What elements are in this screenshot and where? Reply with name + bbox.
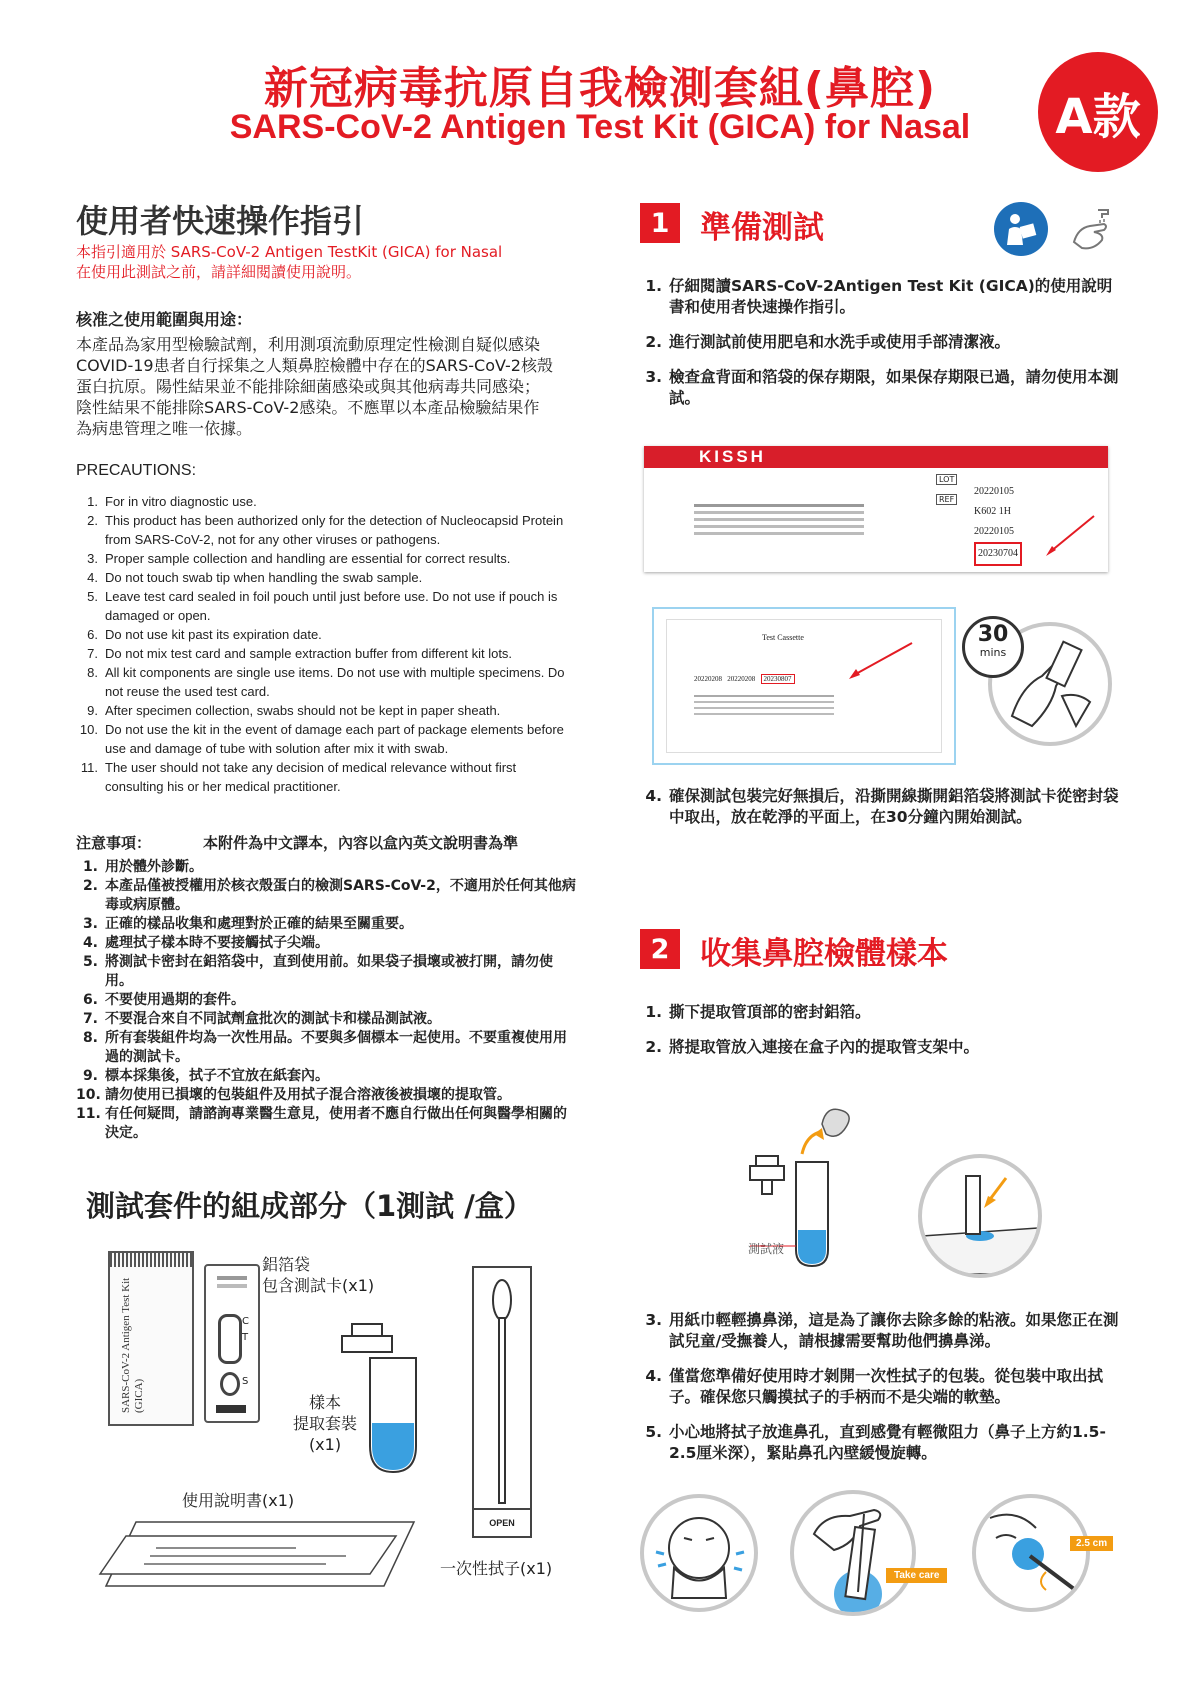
pouch-mfg: 20220208 [727,675,756,683]
kit-components-title: 測試套件的組成部分（1測試 /盒） [86,1189,533,1223]
list-item: 3. 正確的樣品收集和處理對於正確的結果至關重要。 [82,916,413,932]
list-item: 7. Do not mix test card and sample extraction buffer from different kit lots. [87,646,513,661]
scope-heading: 核准之使用範圍與用途： [76,310,253,329]
manual-label: 使用說明書(x1) [182,1491,295,1510]
insert-swab-illustration [972,1494,1090,1612]
list-item: 9. 標本採集後，拭子不宜放在紙套內。 [82,1068,329,1084]
take-care-tag: Take care [886,1568,947,1583]
pouch-lot: 20220208 [694,675,722,683]
list-item: 11. 有任何疑問，請諮詢專業醫生意見，使用者不應自行做出任何與醫學相關的決定。 [76,1106,567,1141]
step2-title: 收集鼻腔檢體樣本 [700,936,948,972]
version-badge: A款 [1038,52,1158,172]
title-chinese: 新冠病毒抗原自我檢測套組(鼻腔) [263,63,937,114]
list-item: 4. 僅當您準備好使用時才剝開一次性拭子的包裝。從包裝中取出拭子。確保您只觸摸拭子的手柄而不是尖端的軟墊。 [645,1367,1104,1406]
card-t-label: T [242,1332,249,1343]
list-item: 3. 用紙巾輕輕擤鼻涕，這是為了讓你去除多餘的粘液。如果您正在測試兒童/受撫養人，請根據需要幫助他們擤鼻涕。 [645,1311,1119,1350]
test-liquid-caption: 測試液 [748,1242,785,1256]
list-item: 3. Proper sample collection and handling are essential for correct results. [87,551,511,566]
list-item: 2. 將提取管放入連接在盒子內的提取管支架中。 [645,1038,980,1056]
step2-list-cont [640,1310,1120,1478]
list-item: 10. 請勿使用已損壞的包裝組件及用拭子混合溶液後被損壞的提取管。 [76,1087,511,1103]
box-mfg: 20220105 [974,526,1014,537]
list-item: 1. For in vitro diagnostic use. [87,494,257,509]
list-item: 6. 不要使用過期的套件。 [82,992,245,1008]
list-item: 8. All kit components are single use items. Do not use with multiple specimens. Do not reuse the used test card. [87,665,565,699]
list-item: 2. This product has been authorized only for the detection of Nucleocapsid Protein from SARS-CoV-2, not for any other viruses or pathogens. [87,513,564,547]
list-item: 6. Do not use kit past its expiration date. [87,627,322,642]
step1-list [640,276,1120,423]
manual-illustration [96,1514,416,1590]
step2-list [640,1002,1120,1072]
swab-package-illustration [472,1266,532,1538]
list-item: 4. 確保測試包裝完好無損后，沿撕開線撕開鋁箔袋將測試卡從密封袋中取出，放在乾淨的平面上，在30分鐘內開始測試。 [645,787,1119,826]
blow-nose-illustration [640,1494,758,1612]
list-item: 4. Do not touch swab tip when handling the swab sample. [87,570,423,585]
list-item: 1. 仔細閱讀SARS-CoV-2Antigen Test Kit (GICA)的使用說明書和使用者快速操作指引。 [645,277,1113,316]
step1-list-cont [640,786,1120,842]
step2-number: 2 [640,929,680,969]
guide-title: 使用者快速操作指引 [76,202,365,240]
title-english: SARS-CoV-2 Antigen Test Kit (GICA) for Nasal [229,108,971,146]
list-item: 5. Leave test card sealed in foil pouch until just before use. Do not use if pouch is damaged or open. [87,589,558,623]
list-item: 8. 所有套裝組件均為一次性用品。不要與多個標本一起使用。不要重複使用用過的測試卡。 [82,1030,567,1065]
swab-label: 一次性拭子(x1) [440,1559,553,1578]
swab-open-label: OPEN [474,1508,530,1536]
notes-list [76,858,576,1143]
step1-number: 1 [640,203,680,243]
hand-wash-icon [1068,206,1116,254]
kit-box-illustration [108,1251,194,1426]
notes-heading: 注意事項： 本附件為中文譯本，內容以盒內英文說明書為準 [76,834,519,852]
card-s-label: S [242,1376,249,1387]
pouch-name: Test Cassette [762,633,804,642]
box-lot: 20220105 [974,486,1014,497]
kit-box-label: SARS-CoV-2 Antigen Test Kit (GICA) [120,1277,145,1413]
brand-bar: KISSH [644,446,1108,468]
list-item: 10. Do not use the kit in the event of damage each part of package elements before use and damage of tube with solution after mix it with swab. [79,722,564,756]
list-item: 2. 本產品僅被授權用於核衣殼蛋白的檢測SARS-CoV-2，不適用於任何其他病毒或病原體。 [82,878,576,913]
list-item: 7. 不要混合來自不同試劑盒批次的測試卡和樣品測試液。 [82,1011,441,1027]
pouch-exp: 20230807 [761,674,795,684]
lot-symbol: LOT [936,474,957,485]
foil-pouch-photo [652,607,956,765]
guide-subtitle: 本指引適用於 SARS-CoV-2 Antigen TestKit (GICA) for Nasal 在使用此測試之前，請詳細閱讀使用說明。 [76,243,503,281]
list-item: 11. The user should not take any decision of medical relevance without first consulting his or her medical practitioner. [80,760,517,794]
list-item: 4. 處理拭子樣本時不要接觸拭子尖端。 [82,935,329,951]
precautions-heading: PRECAUTIONS: [76,462,197,479]
list-item: 5. 小心地將拭子放進鼻孔，直到感覺有輕微阻力（鼻子上方約1.5-2.5厘米深），緊貼鼻孔內壁緩慢旋轉。 [645,1423,1106,1462]
test-card-illustration [204,1264,260,1423]
step1-title: 準備測試 [700,210,824,246]
box-exp: 20230704 [974,542,1022,566]
list-item: 9. After specimen collection, swabs should not be kept in paper sheath. [87,703,501,718]
list-item: 5. 將測試卡密封在鋁箔袋中，直到使用前。如果袋子損壞或被打開，請勿使用。 [82,954,553,989]
list-item: 3. 檢查盒背面和箔袋的保存期限，如果保存期限已過，請勿使用本測試。 [645,368,1119,407]
card-c-label: C [242,1316,249,1327]
box-label-photo [644,446,1108,572]
extraction-set-label: 樣本 提取套裝 (x1) [293,1393,358,1454]
open-swab-illustration [790,1490,916,1616]
tube-holder-illustration [918,1154,1042,1278]
timer-30-icon: 30 mins [962,616,1024,678]
depth-tag: 2.5 cm [1070,1536,1113,1551]
scope-text: 本產品為家用型檢驗試劑，利用測項流動原理定性檢測自疑似感染 COVID-19患者自行採集之人類鼻腔檢體中存在的SARS-CoV-2核殼 蛋白抗原。陽性結果並不能排除細菌感染或與其他病毒共同感染； 陰性結果不能排除SARS-CoV-2感染。不應單以本產品檢驗結果作 為病患管理之唯一依據。 [76,335,553,438]
list-item: 1. 撕下提取管頂部的密封鋁箔。 [645,1003,871,1021]
precautions-list [76,492,576,796]
box-ref: K602 1H [974,506,1011,517]
foil-pouch-label: 鋁箔袋 包含測試卡(x1) [262,1255,375,1295]
list-item: 1. 用於體外診斷。 [82,859,203,875]
read-manual-icon [994,202,1048,256]
ref-symbol: REF [936,494,957,505]
list-item: 2. 進行測試前使用肥皂和水洗手或使用手部清潔液。 [645,333,1011,351]
